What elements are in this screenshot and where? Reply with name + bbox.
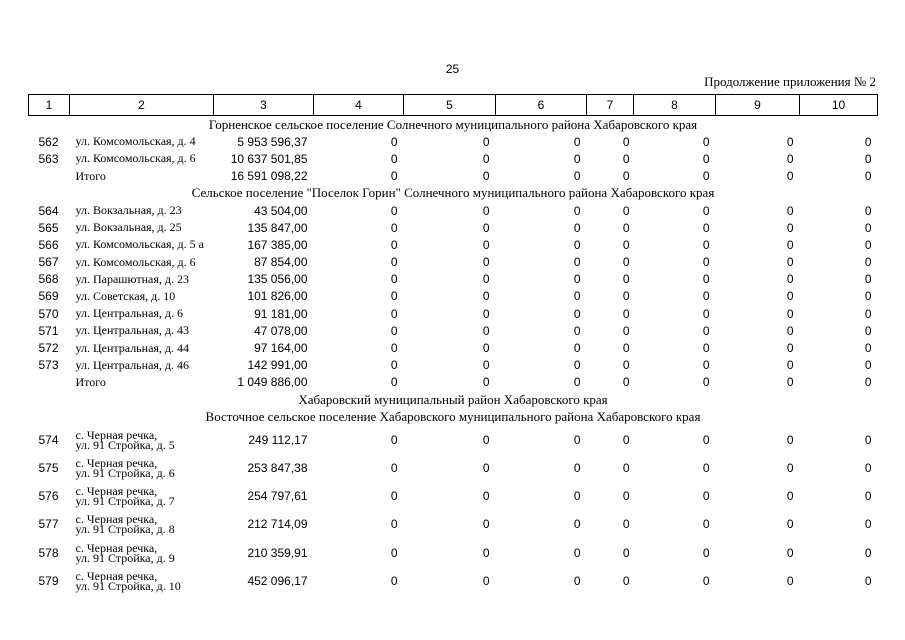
value-cell: 0: [622, 517, 630, 532]
value-cell: 0: [573, 306, 581, 321]
table-row: [29, 236, 878, 253]
value-cell: 0: [864, 272, 872, 287]
value-cell: 0: [622, 489, 630, 504]
address-cell: ул. Советская, д. 10: [75, 288, 176, 303]
value-cell: 0: [622, 255, 630, 270]
value-cell: 0: [786, 358, 794, 373]
value-cell: 0: [864, 203, 872, 218]
value-cell: 0: [702, 545, 710, 560]
value-cell: 0: [622, 203, 630, 218]
row-number: 568: [38, 272, 59, 287]
value-cell: 0: [482, 489, 490, 504]
value-cell: 0: [702, 460, 710, 475]
section-heading-title: Сельское поселение "Поселок Горин" Солнечного муниципального района Хабаровского края: [191, 185, 715, 201]
column-header-2: 2: [70, 95, 214, 116]
value-cell: 0: [573, 151, 581, 166]
value-cell: 0: [864, 545, 872, 560]
value-cell: 0: [573, 203, 581, 218]
value-cell: 0: [864, 306, 872, 321]
row-number: 562: [38, 134, 59, 149]
total-row: [29, 374, 878, 391]
address-cell: ул. Центральная, д. 43: [75, 323, 190, 338]
value-cell: 0: [864, 169, 872, 184]
value-cell: 0: [482, 151, 490, 166]
table-row: [29, 322, 878, 339]
page-number: 25: [445, 62, 460, 76]
value-cell: 0: [482, 375, 490, 390]
amount-cell: 91 181,00: [254, 306, 308, 321]
section-heading-title: Восточное сельское поселение Хабаровского муниципального района Хабаровского края: [205, 408, 701, 424]
address-cell: [70, 482, 214, 510]
row-number: 564: [38, 203, 59, 218]
row-number: [29, 374, 70, 391]
value-cell: 0: [573, 460, 581, 475]
value-cell: 0: [622, 375, 630, 390]
amount-cell: 101 826,00: [247, 289, 308, 304]
district-heading: [29, 391, 878, 408]
address-line-2: ул. 91 Стройка, д. 7: [75, 494, 175, 509]
table-row: [29, 202, 878, 219]
value-cell: 0: [786, 220, 794, 235]
row-number: 577: [38, 517, 59, 532]
value-cell: 0: [786, 460, 794, 475]
row-number: 563: [38, 151, 59, 166]
value-cell: 0: [390, 203, 398, 218]
value-cell: 0: [482, 220, 490, 235]
row-number: 570: [38, 306, 59, 321]
value-cell: 0: [390, 375, 398, 390]
value-cell: 0: [786, 375, 794, 390]
value-cell: 0: [390, 151, 398, 166]
section-heading: [29, 116, 878, 134]
address-cell: [70, 425, 214, 453]
amount-cell: 135 056,00: [247, 272, 308, 287]
row-number: [29, 168, 70, 185]
table-body: [29, 116, 878, 596]
value-cell: 0: [786, 237, 794, 252]
value-cell: 0: [786, 289, 794, 304]
value-cell: 0: [702, 169, 710, 184]
section-heading-title: Горненское сельское поселение Солнечного муниципального района Хабаровского края: [208, 116, 698, 132]
table-row: [29, 305, 878, 322]
value-cell: 0: [622, 358, 630, 373]
address-cell: [70, 567, 214, 595]
amount-cell: 1 049 886,00: [237, 375, 308, 390]
address-cell: [70, 454, 214, 482]
value-cell: 0: [390, 237, 398, 252]
value-cell: 0: [622, 134, 630, 149]
value-cell: 0: [482, 545, 490, 560]
value-cell: 0: [573, 545, 581, 560]
value-cell: 0: [622, 432, 630, 447]
value-cell: 0: [786, 489, 794, 504]
value-cell: 0: [786, 574, 794, 588]
value-cell: 0: [390, 323, 398, 338]
value-cell: 0: [622, 341, 630, 356]
value-cell: 0: [390, 169, 398, 184]
value-cell: 0: [622, 574, 630, 588]
value-cell: 0: [702, 517, 710, 532]
row-number: 573: [38, 358, 59, 373]
value-cell: 0: [864, 255, 872, 270]
amount-cell: 87 854,00: [254, 255, 308, 270]
district-heading-title: Хабаровский муниципальный район Хабаровского края: [298, 391, 608, 407]
row-number: 572: [38, 341, 59, 356]
value-cell: 0: [786, 517, 794, 532]
value-cell: 0: [864, 460, 872, 475]
value-cell: 0: [482, 306, 490, 321]
value-cell: 0: [390, 220, 398, 235]
value-cell: 0: [390, 489, 398, 504]
value-cell: 0: [702, 237, 710, 252]
value-cell: 0: [390, 517, 398, 532]
value-cell: 0: [390, 306, 398, 321]
value-cell: 0: [864, 151, 872, 166]
address-line-2: ул. 91 Стройка, д. 8: [75, 522, 175, 537]
value-cell: 0: [622, 272, 630, 287]
value-cell: 0: [702, 574, 710, 588]
value-cell: 0: [702, 432, 710, 447]
value-cell: 0: [573, 237, 581, 252]
address-line-1: с. Черная речка,: [75, 484, 158, 499]
address-cell: Итого: [75, 168, 106, 183]
table-row: [29, 454, 878, 482]
value-cell: 0: [390, 574, 398, 588]
amount-cell: 5 953 596,37: [237, 134, 308, 149]
row-number: 574: [38, 432, 59, 447]
row-number: 575: [38, 460, 59, 475]
value-cell: 0: [622, 151, 630, 166]
address-cell: ул. Комсомольская, д. 5 а: [75, 237, 204, 252]
value-cell: 0: [573, 517, 581, 532]
table-row: [29, 357, 878, 374]
address-cell: ул. Центральная, д. 46: [75, 357, 190, 372]
value-cell: 0: [786, 169, 794, 184]
amount-cell: 142 991,00: [247, 358, 308, 373]
amount-cell: 135 847,00: [247, 220, 308, 235]
value-cell: 0: [702, 134, 710, 149]
value-cell: 0: [390, 255, 398, 270]
value-cell: 0: [482, 289, 490, 304]
value-cell: 0: [786, 203, 794, 218]
value-cell: 0: [864, 517, 872, 532]
column-header-10: 10: [800, 95, 878, 116]
row-number: 578: [38, 545, 59, 560]
value-cell: 0: [702, 306, 710, 321]
value-cell: 0: [702, 203, 710, 218]
column-header-9: 9: [716, 95, 800, 116]
column-header-1: 1: [29, 95, 70, 116]
value-cell: 0: [702, 151, 710, 166]
value-cell: 0: [864, 237, 872, 252]
value-cell: 0: [864, 341, 872, 356]
value-cell: 0: [702, 255, 710, 270]
value-cell: 0: [622, 237, 630, 252]
value-cell: 0: [622, 323, 630, 338]
row-number: 567: [38, 255, 59, 270]
amount-cell: 212 714,09: [247, 517, 308, 532]
value-cell: 0: [482, 432, 490, 447]
value-cell: 0: [622, 289, 630, 304]
value-cell: 0: [702, 220, 710, 235]
value-cell: 0: [864, 323, 872, 338]
value-cell: 0: [622, 169, 630, 184]
value-cell: 0: [864, 289, 872, 304]
value-cell: 0: [390, 134, 398, 149]
value-cell: 0: [390, 545, 398, 560]
value-cell: 0: [573, 358, 581, 373]
value-cell: 0: [482, 341, 490, 356]
row-number: 576: [38, 489, 59, 504]
value-cell: 0: [573, 289, 581, 304]
value-cell: 0: [573, 323, 581, 338]
row-number: 566: [38, 237, 59, 252]
value-cell: 0: [702, 323, 710, 338]
value-cell: 0: [864, 574, 872, 588]
value-cell: 0: [482, 255, 490, 270]
value-cell: 0: [573, 272, 581, 287]
appendix-note: Продолжение приложения № 2: [704, 74, 876, 89]
value-cell: 0: [702, 272, 710, 287]
value-cell: 0: [786, 306, 794, 321]
address-cell: ул. Центральная, д. 6: [75, 306, 184, 321]
amount-cell: 97 164,00: [254, 341, 308, 356]
value-cell: 0: [786, 134, 794, 149]
address-cell: ул. Комсомольская, д. 6: [75, 151, 196, 166]
value-cell: 0: [786, 341, 794, 356]
address-cell: [70, 539, 214, 567]
address-line-1: с. Черная речка,: [75, 512, 158, 527]
value-cell: 0: [573, 134, 581, 149]
amount-cell: 253 847,38: [247, 460, 308, 475]
row-number: 569: [38, 289, 59, 304]
address-line-2: ул. 91 Стройка, д. 10: [75, 579, 181, 593]
value-cell: 0: [702, 341, 710, 356]
address-cell: ул. Комсомольская, д. 4: [75, 134, 196, 149]
section-heading: [29, 408, 878, 425]
table-row: [29, 271, 878, 288]
value-cell: 0: [864, 489, 872, 504]
column-header-8: 8: [634, 95, 716, 116]
address-cell: [70, 510, 214, 538]
table-row: [29, 219, 878, 236]
amount-cell: 10 637 501,85: [230, 151, 308, 166]
value-cell: 0: [573, 375, 581, 390]
value-cell: 0: [786, 151, 794, 166]
value-cell: 0: [573, 432, 581, 447]
value-cell: 0: [390, 460, 398, 475]
address-line-2: ул. 91 Стройка, д. 9: [75, 550, 175, 565]
value-cell: 0: [622, 460, 630, 475]
address-cell: ул. Комсомольская, д. 6: [75, 254, 196, 269]
address-line-2: ул. 91 Стройка, д. 6: [75, 465, 175, 480]
table-row: [29, 539, 878, 567]
value-cell: 0: [573, 255, 581, 270]
value-cell: 0: [786, 545, 794, 560]
value-cell: 0: [864, 358, 872, 373]
amount-cell: 43 504,00: [254, 203, 308, 218]
header-row: [29, 95, 878, 116]
address-cell: ул. Вокзальная, д. 23: [75, 203, 182, 218]
value-cell: 0: [864, 220, 872, 235]
address-cell: ул. Вокзальная, д. 25: [75, 220, 182, 235]
value-cell: 0: [390, 272, 398, 287]
table-row: [29, 425, 878, 453]
table-row: [29, 133, 878, 150]
row-number: 565: [38, 220, 59, 235]
value-cell: 0: [482, 272, 490, 287]
column-header-4: 4: [314, 95, 404, 116]
address-line-1: с. Черная речка,: [75, 427, 158, 442]
column-header-6: 6: [496, 95, 587, 116]
column-header-5: 5: [404, 95, 496, 116]
value-cell: 0: [786, 323, 794, 338]
value-cell: 0: [390, 341, 398, 356]
address-line-2: ул. 91 Стройка, д. 5: [75, 437, 175, 452]
value-cell: 0: [573, 574, 581, 588]
value-cell: 0: [864, 375, 872, 390]
value-cell: 0: [482, 203, 490, 218]
value-cell: 0: [482, 574, 490, 588]
amount-cell: 167 385,00: [247, 237, 308, 252]
value-cell: 0: [702, 489, 710, 504]
value-cell: 0: [622, 545, 630, 560]
address-line-1: с. Черная речка,: [75, 540, 158, 555]
address-cell: ул. Парашютная, д. 23: [75, 271, 189, 286]
value-cell: 0: [573, 341, 581, 356]
value-cell: 0: [482, 169, 490, 184]
table-row: [29, 510, 878, 538]
table-row: [29, 288, 878, 305]
amount-cell: 452 096,17: [247, 574, 308, 588]
value-cell: 0: [786, 272, 794, 287]
table-row: [29, 254, 878, 271]
amount-cell: 47 078,00: [254, 323, 308, 338]
value-cell: 0: [482, 134, 490, 149]
amount-cell: 210 359,91: [247, 545, 308, 560]
column-header-3: 3: [214, 95, 314, 116]
value-cell: 0: [390, 289, 398, 304]
value-cell: 0: [702, 289, 710, 304]
section-heading: [29, 185, 878, 202]
row-number: 579: [38, 574, 59, 588]
value-cell: 0: [390, 358, 398, 373]
value-cell: 0: [786, 432, 794, 447]
value-cell: 0: [482, 237, 490, 252]
table-row: [29, 339, 878, 356]
value-cell: 0: [482, 517, 490, 532]
value-cell: 0: [482, 358, 490, 373]
address-line-1: с. Черная речка,: [75, 569, 158, 583]
row-number: 571: [38, 323, 59, 338]
address-cell: ул. Центральная, д. 44: [75, 340, 190, 355]
value-cell: 0: [482, 460, 490, 475]
table-row: [29, 567, 878, 595]
data-table: [28, 94, 878, 595]
value-cell: 0: [622, 306, 630, 321]
value-cell: 0: [573, 169, 581, 184]
value-cell: 0: [482, 323, 490, 338]
address-cell: Итого: [75, 374, 106, 389]
amount-cell: 254 797,61: [247, 489, 308, 504]
value-cell: 0: [786, 255, 794, 270]
table-row: [29, 482, 878, 510]
value-cell: 0: [573, 489, 581, 504]
table-row: [29, 150, 878, 167]
value-cell: 0: [622, 220, 630, 235]
address-line-1: с. Черная речка,: [75, 455, 158, 470]
value-cell: 0: [573, 220, 581, 235]
value-cell: 0: [864, 134, 872, 149]
value-cell: 0: [702, 375, 710, 390]
amount-cell: 249 112,17: [248, 432, 308, 447]
amount-cell: 16 591 098,22: [230, 169, 308, 184]
total-row: [29, 168, 878, 185]
value-cell: 0: [390, 432, 398, 447]
column-header-7: 7: [587, 95, 634, 116]
value-cell: 0: [702, 358, 710, 373]
value-cell: 0: [864, 432, 872, 447]
